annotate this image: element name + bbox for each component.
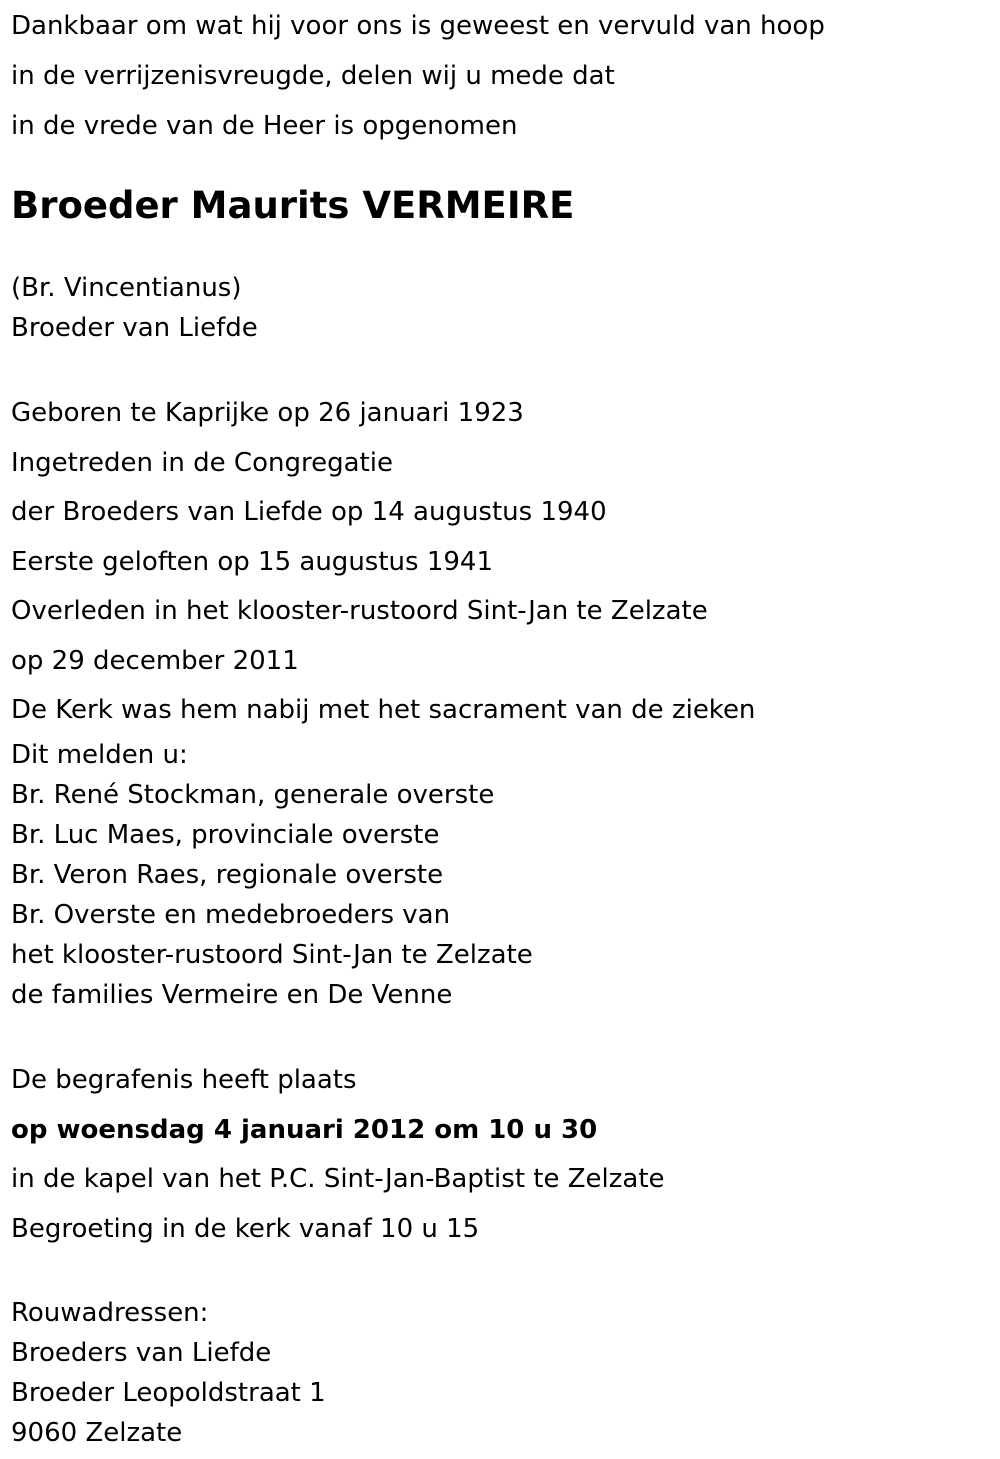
- announcer-line: Br. Veron Raes, regionale overste: [11, 859, 444, 890]
- announcers: [11, 735, 991, 1015]
- deceased-name: Broeder Maurits VERMEIRE: [11, 184, 575, 227]
- condolence-addresses: [11, 1293, 991, 1453]
- fact-line: Ingetreden in de Congregatie: [11, 447, 393, 478]
- fact-line: De Kerk was hem nabij met het sacrament van de zieken: [11, 695, 756, 725]
- fact-line: Eerste geloften op 15 augustus 1941: [11, 546, 493, 577]
- intro-line: in de verrijzenisvreugde, delen wij u mede dat: [11, 61, 615, 91]
- funeral-intro: De begrafenis heeft plaats: [11, 1064, 357, 1095]
- funeral-greeting: Begroeting in de kerk vanaf 10 u 15: [11, 1213, 480, 1244]
- life-facts: [11, 388, 991, 735]
- funeral-place: in de kapel van het P.C. Sint-Jan-Baptist te Zelzate: [11, 1164, 665, 1194]
- announcer-line: Br. René Stockman, generale overste: [11, 779, 495, 810]
- condolence-heading: Rouwadressen:: [11, 1298, 209, 1328]
- intro-line: in de vrede van de Heer is opgenomen: [11, 111, 518, 141]
- fact-line: Overleden in het klooster-rustoord Sint-Jan te Zelzate: [11, 596, 708, 626]
- condolence-line: Broeder Leopoldstraat 1: [11, 1378, 326, 1408]
- announcer-line: Br. Overste en medebroeders van: [11, 899, 451, 930]
- condolence-line: Broeders van Liefde: [11, 1338, 272, 1368]
- condolence-line: 9060 Zelzate: [11, 1418, 183, 1448]
- announcer-line: de families Vermeire en De Venne: [11, 979, 453, 1010]
- announcer-line: het klooster-rustoord Sint-Jan te Zelzate: [11, 939, 533, 970]
- order-name: Broeder van Liefde: [11, 313, 258, 343]
- announcer-line: Br. Luc Maes, provinciale overste: [11, 819, 440, 850]
- intro-text: [11, 0, 991, 151]
- funeral-datetime: op woensdag 4 januari 2012 om 10 u 30: [11, 1114, 598, 1145]
- funeral-details: [11, 1055, 991, 1254]
- obituary-notice: [11, 0, 991, 1453]
- fact-line: op 29 december 2011: [11, 645, 299, 676]
- religious-identity: [11, 268, 991, 348]
- religious-name: (Br. Vincentianus): [11, 273, 242, 303]
- fact-line: der Broeders van Liefde op 14 augustus 1940: [11, 497, 607, 527]
- intro-line: Dankbaar om wat hij voor ons is geweest en vervuld van hoop: [11, 11, 825, 41]
- fact-line: Geboren te Kaprijke op 26 januari 1923: [11, 398, 524, 428]
- announcers-heading: Dit melden u:: [11, 739, 188, 770]
